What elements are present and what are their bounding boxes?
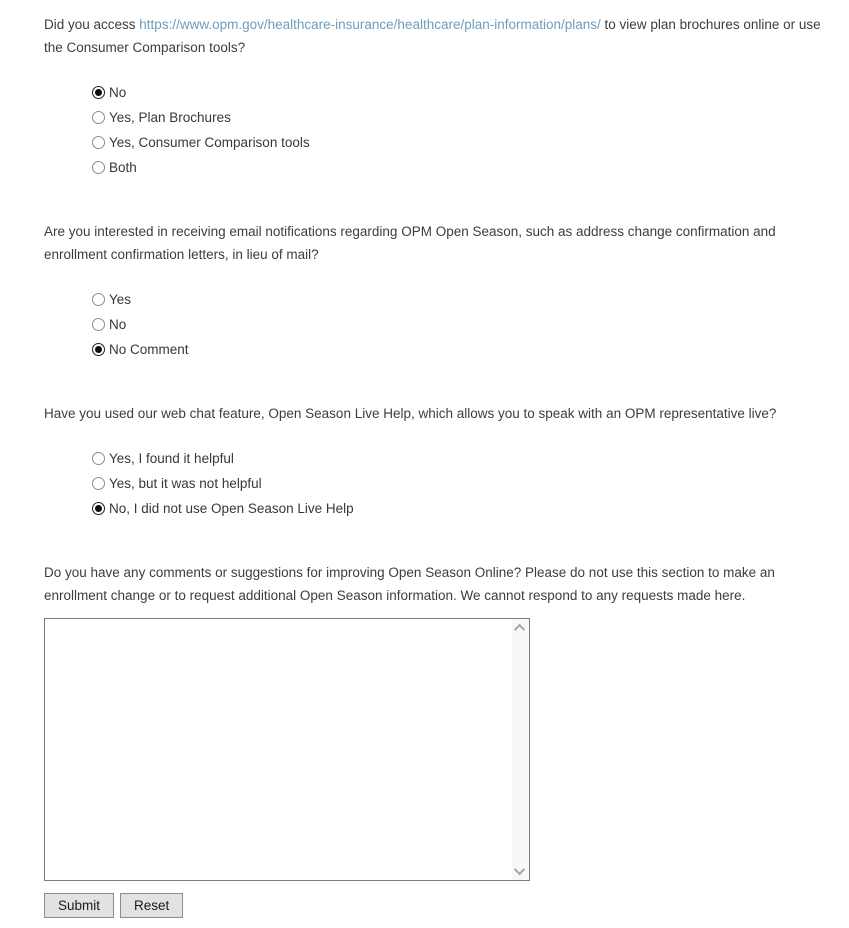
radio-option-q3-did-not-use[interactable]: [92, 496, 835, 521]
radio-button[interactable]: [92, 343, 105, 356]
plan-information-link[interactable]: https://www.opm.gov/healthcare-insurance/healthcare/plan-information/plans/: [139, 17, 601, 32]
radio-button[interactable]: [92, 111, 105, 124]
radio-button[interactable]: [92, 452, 105, 465]
scroll-down-icon[interactable]: [513, 864, 524, 875]
radio-label: Yes, I found it helpful: [109, 451, 234, 466]
radio-label: Both: [109, 160, 137, 175]
radio-option-q1-yes-consumer-comparison[interactable]: [92, 130, 835, 155]
radio-button[interactable]: [92, 161, 105, 174]
question-3-text: Have you used our web chat feature, Open Season Live Help, which allows you to speak with an OPM representative live?: [44, 406, 777, 421]
radio-button[interactable]: [92, 293, 105, 306]
radio-label: No, I did not use Open Season Live Help: [109, 501, 354, 516]
question-2-radio-group: [92, 287, 835, 362]
radio-option-q1-both[interactable]: [92, 155, 835, 180]
radio-option-q1-no[interactable]: [92, 80, 835, 105]
radio-label: No: [109, 317, 127, 332]
question-1-text: [44, 13, 835, 59]
scroll-up-icon[interactable]: [513, 624, 524, 635]
question-1-text-before-link: Did you access: [44, 17, 140, 32]
comment-box-frame: [44, 618, 530, 881]
question-2-text: Are you interested in receiving email notifications regarding OPM Open Season, such as address change confirmation and enrollment confirmation letters, in lieu of mail?: [44, 224, 776, 262]
radio-option-q2-no-comment[interactable]: [92, 337, 835, 362]
reset-button[interactable]: Reset: [120, 893, 183, 918]
radio-button[interactable]: [92, 136, 105, 149]
radio-option-q2-yes[interactable]: [92, 287, 835, 312]
radio-button[interactable]: [92, 86, 105, 99]
radio-label: Yes: [109, 292, 132, 307]
form-actions: [44, 893, 835, 918]
question-3-radio-group: [92, 446, 835, 521]
radio-option-q2-no[interactable]: [92, 312, 835, 337]
question-4-text: Do you have any comments or suggestions for improving Open Season Online? Please do not use this section to make an enrollment change or to request additional Open Season information. We cannot respond to any requests made here.: [44, 565, 775, 603]
radio-label: No: [109, 85, 127, 100]
radio-option-q3-yes-helpful[interactable]: [92, 446, 835, 471]
radio-option-q1-yes-plan-brochures[interactable]: [92, 105, 835, 130]
radio-label: Yes, Plan Brochures: [109, 110, 231, 125]
question-1-radio-group: [92, 80, 835, 180]
radio-label: Yes, but it was not helpful: [109, 476, 262, 491]
radio-label: No Comment: [109, 342, 189, 357]
comment-textarea[interactable]: [45, 619, 512, 880]
radio-button[interactable]: [92, 477, 105, 490]
radio-label: Yes, Consumer Comparison tools: [109, 135, 310, 150]
question-1-text-after-link: to view plan brochures online or use the Consumer Comparison tools?: [44, 17, 821, 55]
radio-button[interactable]: [92, 502, 105, 515]
radio-button[interactable]: [92, 318, 105, 331]
comment-scrollbar[interactable]: [512, 619, 529, 880]
submit-button[interactable]: Submit: [44, 893, 114, 918]
radio-option-q3-yes-not-helpful[interactable]: [92, 471, 835, 496]
